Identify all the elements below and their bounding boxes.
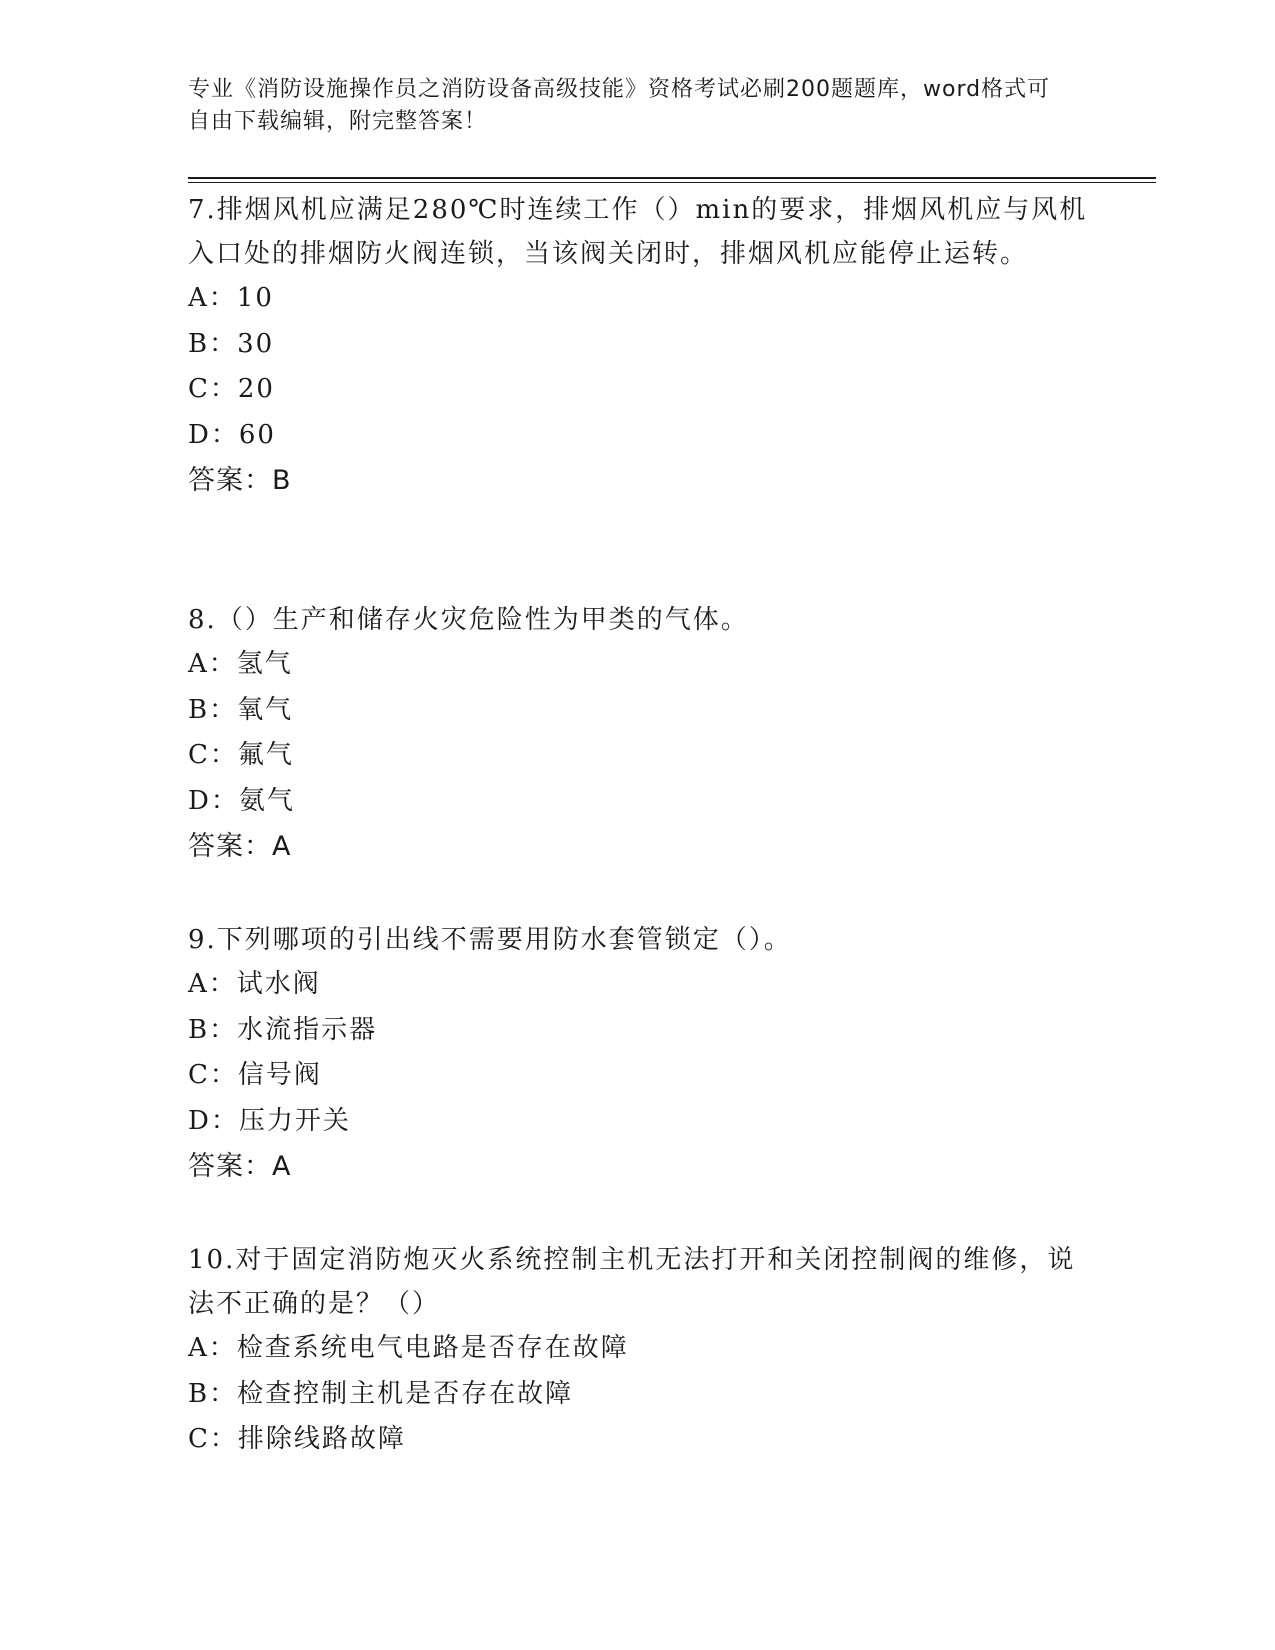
question-9 <box>188 918 1088 1190</box>
question-stem: 9.下列哪项的引出线不需要用防水套管锁定（）。 <box>188 925 792 955</box>
header-divider-thin <box>188 182 1156 183</box>
option-a: A：10 <box>188 283 274 313</box>
question-stem: 10.对于固定消防炮灭火系统控制主机无法打开和关闭控制阀的维修，说法不正确的是？（） <box>188 1245 1076 1319</box>
answer-line: 答案：B <box>188 465 292 496</box>
option-c: C：20 <box>188 374 275 404</box>
answer-line: 答案：A <box>188 1151 292 1182</box>
option-c: C：排除线路故障 <box>188 1424 406 1454</box>
option-a: A：检查系统电气电路是否存在故障 <box>188 1333 629 1363</box>
option-a: A：氢气 <box>188 649 293 679</box>
question-stem: 7.排烟风机应满足280℃时连续工作（）min的要求，排烟风机应与风机入口处的排烟防火阀连锁，当该阀关闭时，排烟风机应能停止运转。 <box>188 195 1088 269</box>
question-8 <box>188 598 1088 870</box>
option-b: B：氧气 <box>188 694 294 725</box>
option-c: C：氟气 <box>188 740 294 770</box>
option-d: D：60 <box>188 419 276 450</box>
option-d: D：氨气 <box>188 785 295 816</box>
option-d: D：压力开关 <box>188 1105 351 1136</box>
option-a: A：试水阀 <box>188 969 321 999</box>
option-b: B：检查控制主机是否存在故障 <box>188 1378 574 1409</box>
option-b: B：水流指示器 <box>188 1014 378 1045</box>
question-stem: 8.（）生产和储存火灾危险性为甲类的气体。 <box>188 605 749 635</box>
question-7 <box>188 188 1088 504</box>
answer-line: 答案：A <box>188 831 292 862</box>
document-header: 专业《消防设施操作员之消防设备高级技能》资格考试必刷200题题库，word格式可自由下载编辑，附完整答案！ <box>188 77 1051 134</box>
option-b: B：30 <box>188 328 275 359</box>
question-10 <box>188 1238 1088 1463</box>
option-c: C：信号阀 <box>188 1060 322 1090</box>
header-divider-thick <box>188 177 1156 179</box>
